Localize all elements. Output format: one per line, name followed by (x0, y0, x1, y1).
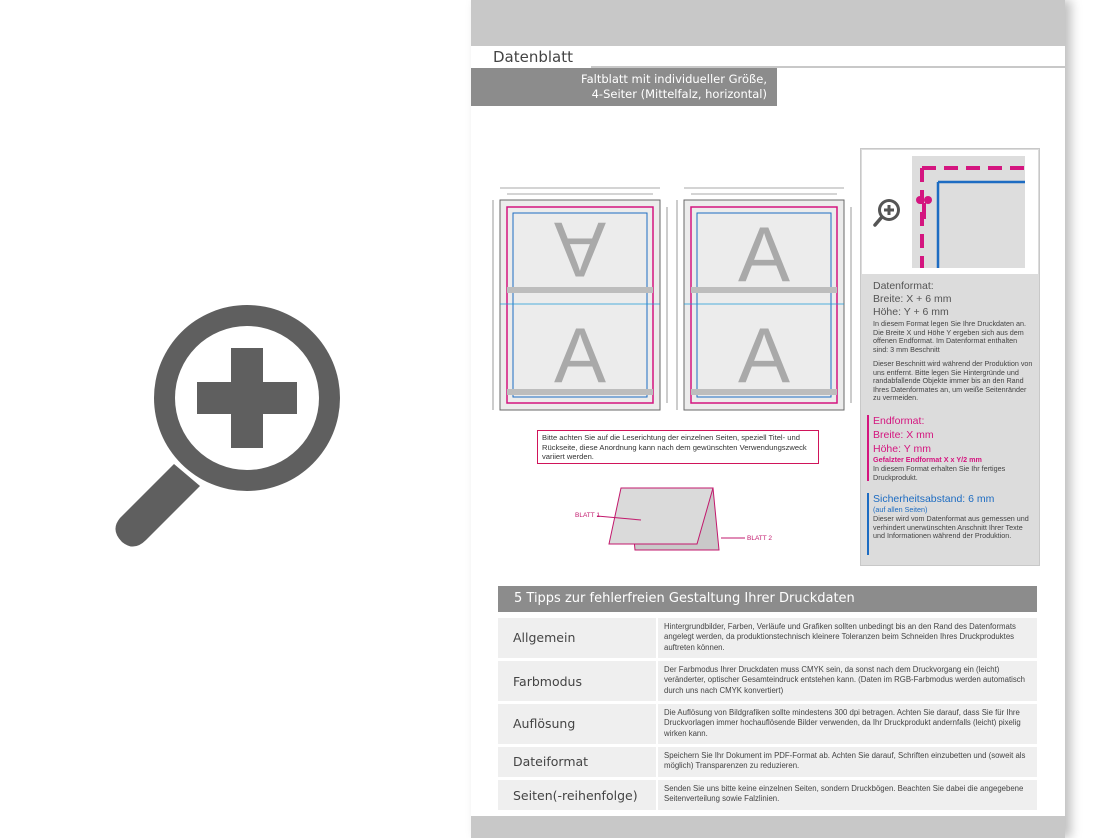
sicherheit-marker (867, 493, 869, 555)
tip-divider (656, 618, 658, 658)
tip-divider (656, 704, 658, 744)
info-sidebar (860, 148, 1040, 566)
header-band (471, 0, 1065, 46)
blatt-1-label: BLATT 1 (575, 512, 601, 519)
page-letter: A (737, 210, 791, 298)
fold-illustration (571, 480, 781, 552)
zoom-in-icon[interactable] (100, 300, 360, 560)
page-letter: A (737, 311, 791, 399)
datenformat-hoehe: Höhe: Y + 6 mm (873, 306, 949, 318)
page-letter-upside-down: A (553, 206, 607, 294)
tip-label: Auflösung (513, 716, 576, 731)
endformat-marker (867, 415, 869, 481)
tip-text: Senden Sie uns bitte keine einzelnen Seiten, sondern Druckbögen. Beachten Sie dabei die angegebene Seitenverteilung sowie Falzlinien. (664, 784, 1024, 804)
page-letter: A (553, 311, 607, 399)
detail-zoom-panel (862, 150, 1038, 274)
sicherheit-text: Dieser wird vom Datenformat aus gemessen und verhindert unerwünschten Anschnitt Ihrer Texte und Informationen während der Produktion. (873, 514, 1029, 541)
page-title: Datenblatt (471, 46, 591, 68)
subtitle-line-2: 4-Seiter (Mittelfalz, horizontal) (591, 87, 767, 101)
reading-direction-note: Bitte achten Sie auf die Leserichtung der einzelnen Seiten, speziell Titel- und Rückseite, diese Anordnung kann nach dem gewünschten Verwendungszweck variiert werden. (537, 430, 819, 464)
datenformat-text: In diesem Format legen Sie Ihre Druckdaten an. Die Breite X und Höhe Y ergeben sich aus dem offenen Endformat. Im Datenformat enthalten sind: 3 mm Beschnitt (873, 319, 1027, 354)
zoom-in-icon (875, 199, 900, 225)
tip-label: Seiten(-reihenfolge) (513, 788, 638, 803)
tip-row (498, 704, 1037, 744)
tip-label: Dateiformat (513, 754, 589, 769)
sicherheit-heading: Sicherheitsabstand: 6 mm (873, 493, 995, 505)
endformat-heading: Endformat: (873, 415, 925, 427)
tip-text: Speichern Sie Ihr Dokument im PDF-Format ab. Achten Sie darauf, Schriften einzubetten und (soweit als möglich) Transparenzen zu reduzieren. (664, 751, 1026, 771)
subtitle-box (471, 68, 777, 106)
tip-row (498, 661, 1037, 701)
gefalzt-format: Gefalzter Endformat X x Y/2 mm (873, 455, 982, 464)
datenformat-breite: Breite: X + 6 mm (873, 293, 952, 305)
blatt-2-label: BLATT 2 (747, 535, 773, 542)
tip-divider (656, 661, 658, 701)
tip-text: Hintergrundbilder, Farben, Verläufe und Grafiken sollten unbedingt bis an den Rand des Datenformats angelegt werden, da produktionstechnisch kleinere Toleranzen beim Schneiden Ihres Druckproduktes auftreten können. (664, 622, 1016, 652)
tip-text: Der Farbmodus Ihrer Druckdaten muss CMYK sein, da sonst nach dem Druckvorgang ein (leicht) veränderter, optischer Gesamteindruck entstehen kann. (Daten im RGB-Farbmodus werden automatisch durch uns nach CMYK konvertiert) (664, 665, 1025, 695)
footer-band (471, 816, 1065, 838)
datasheet-page (471, 0, 1065, 838)
endformat-breite: Breite: X mm (873, 429, 934, 441)
sicherheit-sub: (auf allen Seiten) (873, 505, 928, 514)
endformat-text: In diesem Format erhalten Sie Ihr fertiges Druckprodukt. (873, 464, 1006, 482)
tip-row (498, 618, 1037, 658)
layout-diagram (491, 180, 861, 420)
subtitle-line-1: Faltblatt mit individueller Größe, (581, 72, 767, 86)
endformat-hoehe: Höhe: Y mm (873, 443, 931, 455)
tip-divider (656, 747, 658, 777)
tip-divider (656, 780, 658, 810)
tip-row (498, 780, 1037, 810)
beschnitt-text: Dieser Beschnitt wird während der Produktion von uns entfernt. Bitte legen Sie Hintergründe und randabfallende Objekte immer bis an den Rand Ihres Datenformates an, um weiße Seitenränder zu vermeiden. (873, 359, 1033, 403)
tip-row (498, 747, 1037, 777)
tip-label: Allgemein (513, 630, 576, 645)
tip-label: Farbmodus (513, 674, 582, 689)
tips-heading: 5 Tipps zur fehlerfreien Gestaltung Ihrer Druckdaten (498, 586, 1037, 612)
datenformat-heading: Datenformat: (873, 280, 934, 292)
bleed-detail-view (862, 150, 1038, 274)
tip-text: Die Auflösung von Bildgrafiken sollte mindestens 300 dpi betragen. Achten Sie darauf, dass Sie für Ihre Druckvorlagen immer hochauflösende Bilder verwenden, da Ihr Druckprodukt andernfalls (leicht) pixelig wirken kann. (664, 708, 1021, 738)
